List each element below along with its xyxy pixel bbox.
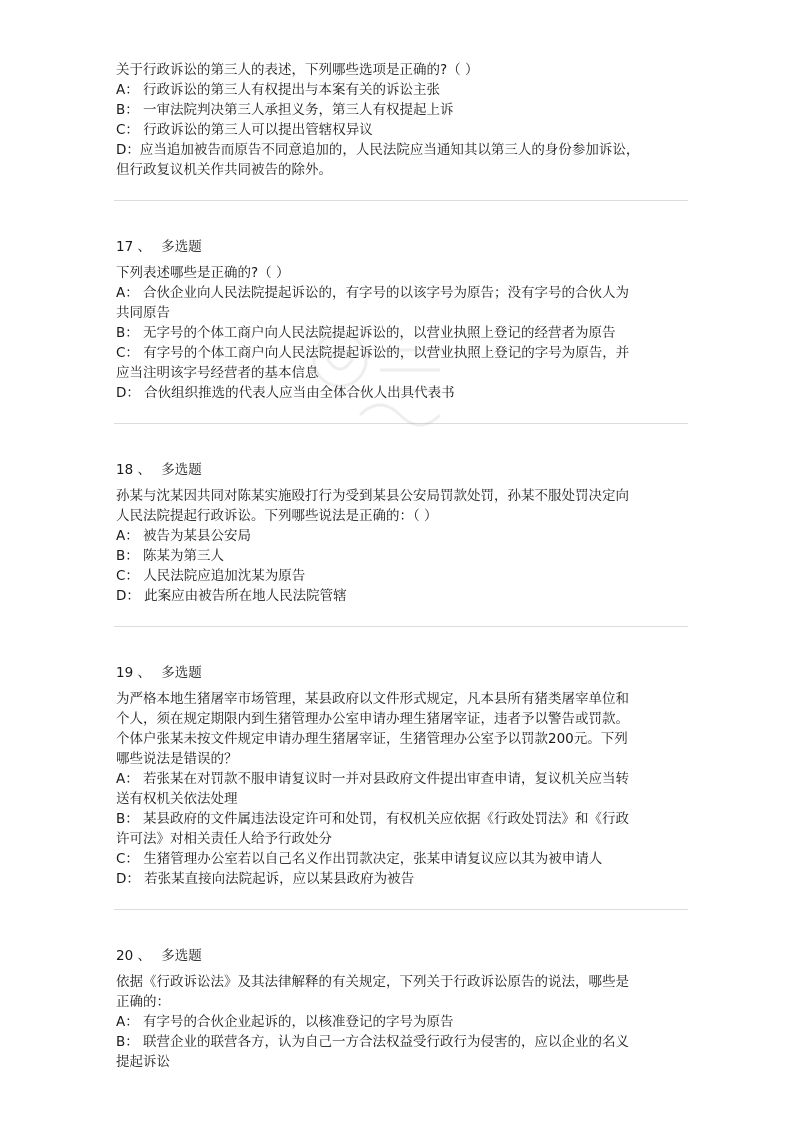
question-type: 多选题 <box>161 239 202 255</box>
option-a: A： 行政诉讼的第三人有权提出与本案有关的诉讼主张 <box>116 82 441 98</box>
option-b: B： 无字号的个体工商户向人民法院提起诉讼的，以营业执照上登记的经营者为原告 <box>116 325 616 341</box>
question-stem: 孙某与沈某因共同对陈某实施殴打行为受到某县公安局罚款处罚，孙某不服处罚决定向 <box>116 488 629 504</box>
option-d: D： 合伙组织推选的代表人应当由全体合伙人出具代表书 <box>116 385 455 401</box>
question-divider <box>114 200 688 201</box>
option-d: D： 此案应由被告所在地人民法院管辖 <box>116 588 347 604</box>
option-c: C： 人民法院应追加沈某为原告 <box>116 568 306 584</box>
question-number: 17 、 <box>116 239 151 255</box>
question-stem-continued: 哪些说法是错误的？ <box>116 751 238 767</box>
option-a-continued: 共同原告 <box>116 305 170 321</box>
option-d-continued: 但行政复议机关作共同被告的除外。 <box>116 162 332 178</box>
question-type: 多选题 <box>161 665 202 681</box>
question-stem-continued: 人民法院提起行政诉讼。下列哪些说法是正确的：（ ） <box>116 508 438 524</box>
option-b: B： 联营企业的联营各方，认为自己一方合法权益受行政行为侵害的，应以企业的名义 <box>116 1034 630 1050</box>
question-number: 19 、 <box>116 665 151 681</box>
question-header <box>116 946 686 966</box>
option-b-continued: 许可法》对相关责任人给予行政处分 <box>116 831 332 847</box>
question-stem: 关于行政诉讼的第三人的表述，下列哪些选项是正确的?（ ） <box>116 62 479 78</box>
question-divider <box>114 909 688 910</box>
option-a-continued: 送有权机关依法处理 <box>116 791 238 807</box>
option-b: B： 一审法院判决第三人承担义务，第三人有权提起上诉 <box>116 102 454 118</box>
option-c: C： 生猪管理办公室若以自己名义作出罚款决定，张某申请复议应以其为被申请人 <box>116 851 603 867</box>
option-b: B： 某县政府的文件属违法设定许可和处罚，有权机关应依据《行政处罚法》和《行政 <box>116 811 630 827</box>
question-stem: 为严格本地生猪屠宰市场管理，某县政府以文件形式规定，凡本县所有猪类屠宰单位和 <box>116 691 629 707</box>
question-18 <box>116 486 686 606</box>
option-c: C： 有字号的个体工商户向人民法院提起诉讼的，以营业执照上登记的字号为原告，并 <box>116 345 630 361</box>
question-divider <box>114 423 688 424</box>
question-header <box>116 237 686 257</box>
option-a: A： 被告为某县公安局 <box>116 528 252 544</box>
question-type: 多选题 <box>161 462 202 478</box>
option-c: C： 行政诉讼的第三人可以提出管辖权异议 <box>116 122 373 138</box>
option-c-continued: 应当注明该字号经营者的基本信息 <box>116 365 319 381</box>
question-17 <box>116 263 686 403</box>
question-number: 18 、 <box>116 462 151 478</box>
option-a: A： 有字号的合伙企业起诉的，以核准登记的字号为原告 <box>116 1014 454 1030</box>
option-d: D：应当追加被告而原告不同意追加的，人民法院应当通知其以第三人的身份参加诉讼， <box>116 142 640 158</box>
question-stem-continued: 正确的： <box>116 994 170 1010</box>
question-20 <box>116 972 686 1072</box>
exam-page <box>116 60 686 1072</box>
question-type: 多选题 <box>161 948 202 964</box>
question-16 <box>116 60 686 180</box>
option-d: D： 若张某直接向法院起诉，应以某县政府为被告 <box>116 871 415 887</box>
option-b: B： 陈某为第三人 <box>116 548 225 564</box>
question-header <box>116 663 686 683</box>
question-stem: 依据《行政诉讼法》及其法律解释的有关规定，下列关于行政诉讼原告的说法，哪些是 <box>116 974 629 990</box>
question-stem-continued: 个体户张某未按文件规定申请办理生猪屠宰证，生猪管理办公室予以罚款200元。下列 <box>116 731 628 747</box>
question-stem: 下列表述哪些是正确的?（ ） <box>116 265 290 281</box>
question-19 <box>116 689 686 889</box>
option-b-continued: 提起诉讼 <box>116 1054 170 1070</box>
option-a: A： 合伙企业向人民法院提起诉讼的，有字号的以该字号为原告；没有字号的合伙人为 <box>116 285 630 301</box>
option-a: A： 若张某在对罚款不服申请复议时一并对县政府文件提出审查申请，复议机关应当转 <box>116 771 630 787</box>
question-number: 20 、 <box>116 948 151 964</box>
question-divider <box>114 626 688 627</box>
question-stem-continued: 个人，须在规定期限内到生猪管理办公室申请办理生猪屠宰证，违者予以警告或罚款。 <box>116 711 629 727</box>
question-header <box>116 460 686 480</box>
